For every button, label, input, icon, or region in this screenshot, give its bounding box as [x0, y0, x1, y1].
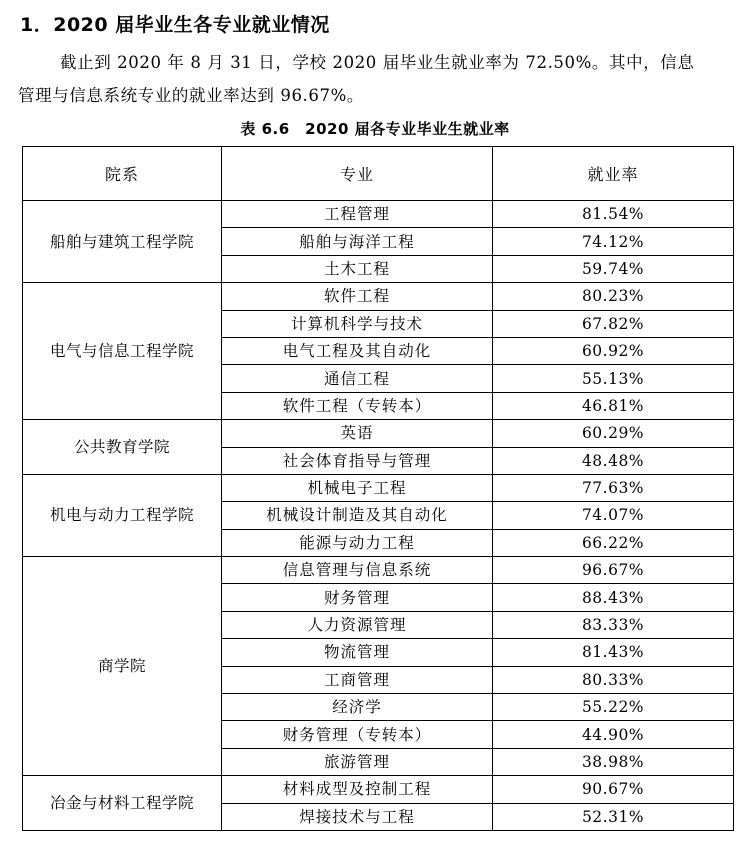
rate-cell: 77.63%	[493, 474, 734, 501]
rate-cell: 80.23%	[493, 283, 734, 310]
table-row	[23, 283, 734, 310]
major-cell: 通信工程	[222, 365, 493, 392]
rate-cell: 46.81%	[493, 392, 734, 419]
college-cell: 冶金与材料工程学院	[23, 776, 222, 831]
table-caption: 表 6.6 2020 届各专业毕业生就业率	[240, 120, 510, 138]
college-cell: 公共教育学院	[23, 420, 222, 475]
major-cell: 英语	[222, 420, 493, 447]
rate-cell: 55.22%	[493, 694, 734, 721]
rate-cell: 88.43%	[493, 584, 734, 611]
college-cell: 商学院	[23, 557, 222, 776]
major-cell: 工程管理	[222, 201, 493, 228]
rate-cell: 60.29%	[493, 420, 734, 447]
rate-cell: 44.90%	[493, 721, 734, 748]
table-row	[23, 776, 734, 803]
header-college: 院系	[23, 147, 222, 201]
rate-cell: 74.07%	[493, 502, 734, 529]
rate-cell: 67.82%	[493, 310, 734, 337]
rate-cell: 74.12%	[493, 228, 734, 255]
major-cell: 电气工程及其自动化	[222, 337, 493, 364]
major-cell: 人力资源管理	[222, 611, 493, 638]
major-cell: 计算机科学与技术	[222, 310, 493, 337]
rate-cell: 38.98%	[493, 748, 734, 775]
table-body	[23, 201, 734, 831]
major-cell: 工商管理	[222, 666, 493, 693]
paragraph-line-1: 截止到 2020 年 8 月 31 日，学校 2020 届毕业生就业率为 72.50%。其中，信息	[60, 53, 695, 72]
employment-rate-table	[22, 146, 734, 831]
major-cell: 机械电子工程	[222, 474, 493, 501]
major-cell: 能源与动力工程	[222, 529, 493, 556]
rate-cell: 81.54%	[493, 201, 734, 228]
rate-cell: 55.13%	[493, 365, 734, 392]
table-header-row	[23, 147, 734, 201]
table-row	[23, 420, 734, 447]
major-cell: 旅游管理	[222, 748, 493, 775]
rate-cell: 80.33%	[493, 666, 734, 693]
major-cell: 财务管理（专转本）	[222, 721, 493, 748]
table-row	[23, 201, 734, 228]
header-rate: 就业率	[493, 147, 734, 201]
rate-cell: 81.43%	[493, 639, 734, 666]
rate-cell: 60.92%	[493, 337, 734, 364]
paragraph-line-2: 管理与信息系统专业的就业率达到 96.67%。	[18, 86, 364, 105]
major-cell: 物流管理	[222, 639, 493, 666]
major-cell: 软件工程（专转本）	[222, 392, 493, 419]
major-cell: 焊接技术与工程	[222, 803, 493, 830]
rate-cell: 90.67%	[493, 776, 734, 803]
table-row	[23, 557, 734, 584]
rate-cell: 66.22%	[493, 529, 734, 556]
rate-cell: 96.67%	[493, 557, 734, 584]
major-cell: 财务管理	[222, 584, 493, 611]
major-cell: 土木工程	[222, 255, 493, 282]
college-cell: 船舶与建筑工程学院	[23, 201, 222, 283]
major-cell: 信息管理与信息系统	[222, 557, 493, 584]
rate-cell: 59.74%	[493, 255, 734, 282]
major-cell: 社会体育指导与管理	[222, 447, 493, 474]
table-row	[23, 474, 734, 501]
major-cell: 软件工程	[222, 283, 493, 310]
rate-cell: 83.33%	[493, 611, 734, 638]
major-cell: 材料成型及控制工程	[222, 776, 493, 803]
college-cell: 电气与信息工程学院	[23, 283, 222, 420]
major-cell: 船舶与海洋工程	[222, 228, 493, 255]
major-cell: 机械设计制造及其自动化	[222, 502, 493, 529]
rate-cell: 48.48%	[493, 447, 734, 474]
header-major: 专业	[222, 147, 493, 201]
college-cell: 机电与动力工程学院	[23, 474, 222, 556]
major-cell: 经济学	[222, 694, 493, 721]
rate-cell: 52.31%	[493, 803, 734, 830]
section-heading: 1．2020 届毕业生各专业就业情况	[20, 14, 330, 36]
